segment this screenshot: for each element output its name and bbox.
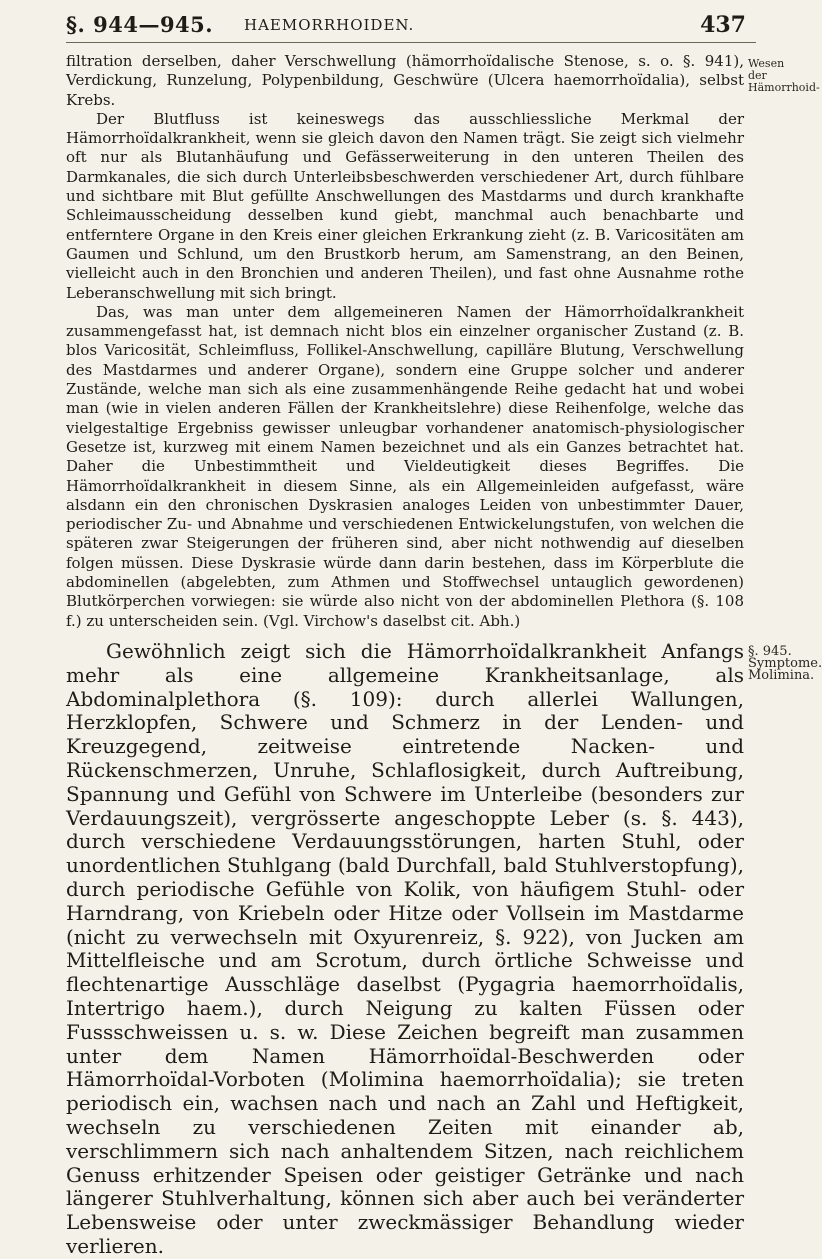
page-header [66,12,746,46]
small-print-section [66,52,744,631]
margin-note-wesen: Wesen der Hämorrhoid- [748,57,820,94]
main-text-section [66,640,744,1259]
section-range: §. 944—945. [66,12,214,37]
paragraph-4: Gewöhnlich zeigt sich die Hämorrhoïdalkrankheit Anfangs mehr als eine allgemeine Krankheitsanlage, als Abdominalplethora (§. 109): durch allerlei Wallungen, Herzklopfen, Schwere und Schmerz in der Lenden- und Kreuzgegend, zeitweise eintretende Nacken- und Rückenschmerzen, Unruhe, Schlaflosigkeit, durch Auftreibung, Spannung und Gefühl von Schwere im Unterleibe (besonders zur Verdauungszeit), vergrösserte angeschoppte Leber (s. §. 443), durch verschiedene Verdauungsstörungen, harten Stuhl, oder unordentlichen Stuhlgang (bald Durchfall, bald Stuhlverstopfung), durch periodische Gefühle von Kolik, von häufigem Stuhl- oder Harndrang, von Kriebeln oder Hitze oder Vollsein im Mastdarme (nicht zu verwechseln mit Oxyurenreiz, §. 922), von Jucken am Mittelfleische und am Scrotum, durch örtliche Schweisse und flechtenartige Ausschläge daselbst (Pygagria haemorrhoïdalis, Intertrigo haem.), durch Neigung zu kalten Füssen oder Fussschweissen u. s. w. Diese Zeichen begreift man zusammen unter dem Namen Hämorrhoïdal-Beschwerden oder Hämorrhoïdal-Vorboten (Molimina haemorrhoïdalia); sie treten periodisch ein, wachsen nach und nach an Zahl und Heftigkeit, wechseln zu verschiedenen Zeiten mit einander ab, verschlimmern sich nach anhaltendem Sitzen, nach reichlichem Genuss erhitzender Speisen oder geistiger Getränke und nach längerer Stuhlverhaltung, können sich aber auch bei veränderter Lebensweise oder unter zweckmässiger Behandlung wieder verlieren. [66,639,744,1258]
paragraph-2: Der Blutfluss ist keineswegs das ausschliessliche Merkmal der Hämorrhoïdalkrankheit, wenn sie gleich davon den Namen trägt. Sie zeigt sich vielmehr oft nur als Blutanhäufung und Gefässerweiterung in den unteren Theilen des Darmkanales, die sich durch Unterleibsbeschwerden verschiedener Art, durch fühlbare und sichtbare mit Blut gefüllte Anschwellungen des Mastdarms und durch krankhafte Schleimausscheidung desselben kund giebt, manchmal auch benachbarte und entferntere Organe in den Kreis einer gleichen Erkrankung zieht (z. B. Varicositäten am Gaumen und Schlund, um den Brustkorb herum, am Samenstrang, an den Beinen, vielleicht auch in den Bronchien und anderen Theilen), und fast ohne Ausnahme rothe Leberanschwellung mit sich bringt. [66,109,744,302]
paragraph-1: filtration derselben, daher Verschwellung (hämorrhoïdalische Stenose, s. o. §. 941), Verdickung, Runzelung, Polypenbildung, Geschwüre (Ulcera haemorrhoïdalia), selbst Krebs. [66,52,744,109]
margin-note-symptome: §. 945. Symptome. Molimina. [748,644,822,683]
paragraph-3: Das, was man unter dem allgemeineren Namen der Hämorrhoïdalkrankheit zusammengefasst hat, ist demnach nicht blos ein einzelner organischer Zustand (z. B. blos Varicosität, Schleimfluss, Follikel-Anschwellung, capilläre Blutung, Verschwellung des Mastdarmes und anderer Organe), sondern eine Gruppe solcher und anderer Zustände, welche man sich als eine zusammenhängende Reihe gedacht hat und wobei man (wie in vielen anderen Fällen der Krankheitslehre) diese Reihenfolge, welche das vielgestaltige Ergebniss gewisser unleugbar vorhandener anatomisch-physiologischer Gesetze ist, kurzweg mit einem Namen bezeichnet und als ein Ganzes betrachtet hat. Daher die Unbestimmtheit und Vieldeutigkeit dieses Begriffes. Die Hämorrhoïdalkrankheit in diesem Sinne, als ein Allgemeinleiden aufgefasst, wäre alsdann ein den chronischen Dyskrasien analoges Leiden von unbestimmter Dauer, periodischer Zu- und Abnahme und verschiedenen Entwickelungstufen, von welchen die späteren zwar Steigerungen der früheren sind, aber nicht nothwendig auf dieselben folgen müssen. Diese Dyskrasie würde dann darin bestehen, dass im Körperblute die abdominellen (abgelebten, zum Athmen und Stoffwechsel untauglich gewordenen) Blutkörperchen vorwiegen: sie würde also nicht von der abdominellen Plethora (§. 108 f.) zu unterscheiden sein. (Vgl. Virchow's daselbst cit. Abh.) [66,302,744,630]
header-rule [66,42,756,43]
page-number: 437 [700,12,746,38]
running-title: HAEMORRHOIDEN. [244,16,415,34]
